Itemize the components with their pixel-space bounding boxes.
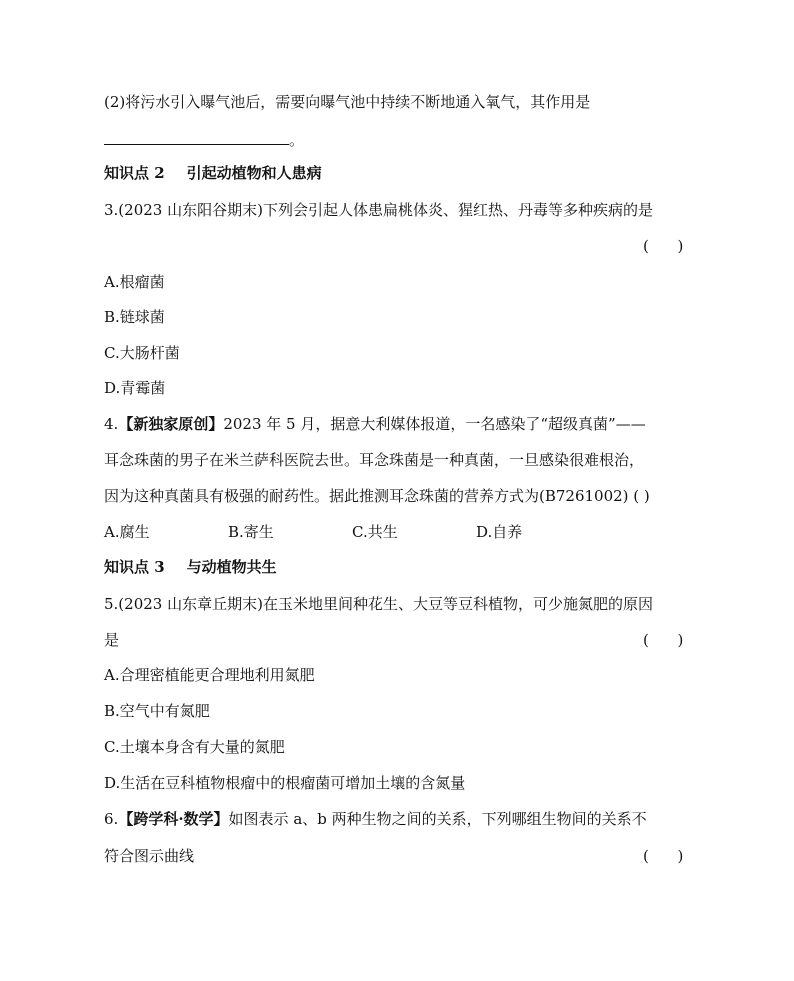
q4-line-3: 因为这种真菌具有极强的耐药性。据此推测耳念珠菌的营养方式为(B7261002) ( ): [104, 487, 650, 505]
q5-option-d[interactable]: D.生活在豆科植物根瘤中的根瘤菌可增加土壤的含氮量: [104, 774, 466, 792]
knowledge-point-3: [104, 557, 277, 577]
q5-option-c[interactable]: C.土壤本身含有大量的氮肥: [104, 738, 285, 756]
q4-option-c[interactable]: C.共生: [352, 523, 398, 541]
q4-option-a[interactable]: A.腐生: [104, 523, 150, 541]
q4-line-2: 耳念珠菌的男子在米兰萨科医院去世。耳念珠菌是一种真菌，一旦感染很难根治，: [104, 451, 645, 469]
q4-option-d[interactable]: D.自养: [476, 523, 523, 541]
q3-option-d[interactable]: D.青霉菌: [104, 379, 166, 397]
q5-option-a[interactable]: A.合理密植能更合理地利用氮肥: [104, 666, 315, 684]
q6-tag: 【跨学科·数学】: [118, 810, 229, 828]
q6-answer-paren[interactable]: ( ): [643, 847, 684, 865]
knowledge-point-2: [104, 163, 322, 183]
q4-option-b[interactable]: B.寄生: [228, 523, 274, 541]
kp2-title: 引起动植物和人患病: [186, 164, 322, 182]
q3-option-b[interactable]: B.链球菌: [104, 308, 165, 326]
q2-part2-text: (2)将污水引入曝气池后，需要向曝气池中持续不断地通入氧气，其作用是: [104, 93, 591, 111]
q4-number: 4.: [104, 415, 119, 433]
q5-option-b[interactable]: B.空气中有氮肥: [104, 702, 210, 720]
q5-answer-paren[interactable]: ( ): [643, 631, 684, 649]
q5-line-1: 5.(2023 山东章丘期末)在玉米地里间种花生、大豆等豆科植物，可少施氮肥的原因: [104, 595, 653, 613]
q4-line-1: [104, 414, 646, 434]
q6-line-1: [104, 809, 647, 829]
q6-line1-text: 如图表示 a、b 两种生物之间的关系，下列哪组生物间的关系不: [228, 810, 647, 828]
q4-tag: 【新独家原创】: [118, 415, 224, 433]
answer-blank[interactable]: [104, 130, 289, 145]
q2-answer-line: [104, 130, 304, 150]
q3-answer-paren[interactable]: ( ): [643, 237, 684, 255]
q3-stem: 3.(2023 山东阳谷期末)下列会引起人体患扁桃体炎、猩红热、丹毒等多种疾病的是: [104, 201, 653, 219]
q3-option-c[interactable]: C.大肠杆菌: [104, 344, 180, 362]
q3-option-a[interactable]: A.根瘤菌: [104, 273, 165, 291]
kp2-label: 知识点 2: [104, 164, 165, 182]
q4-line1-text: 2023 年 5 月，据意大利媒体报道，一名感染了“超级真菌”——: [223, 415, 646, 433]
kp3-label: 知识点 3: [104, 558, 165, 576]
q6-number: 6.: [104, 810, 119, 828]
q6-line-2: 符合图示曲线: [104, 847, 195, 865]
blank-period: 。: [289, 131, 305, 149]
q5-line-2: 是: [104, 631, 120, 649]
kp3-title: 与动植物共生: [186, 558, 277, 576]
